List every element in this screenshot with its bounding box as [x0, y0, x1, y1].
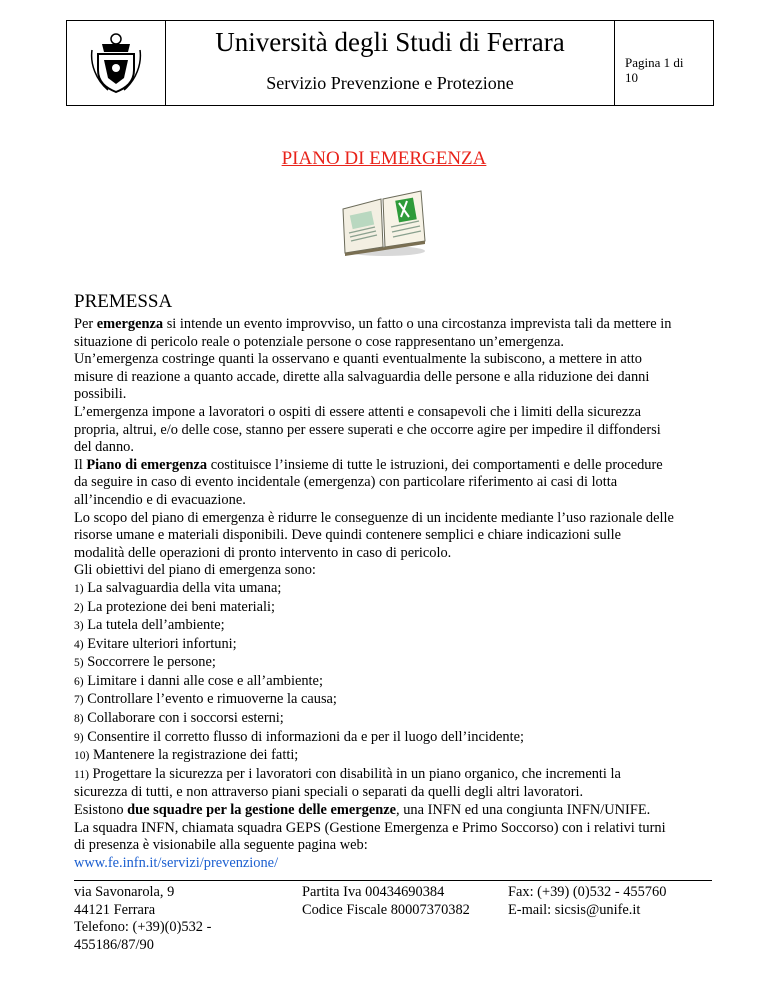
page-indicator-line2: 10 [625, 70, 638, 85]
paragraph: Lo scopo del piano di emergenza è ridurre le conseguenze di un incidente mediante l’uso razionale delle risorse umane e materiali disponibili. Deve quindi contenere semplici e chiare indicazioni sulle modalità delle operazioni di pronto intervento in caso di pericolo. [74, 509, 674, 561]
prevention-link[interactable]: www.fe.infn.it/servizi/prevenzione/ [74, 854, 279, 871]
objective-text: Controllare l’evento e rimuoverne la causa; [83, 691, 337, 708]
objective-item [74, 599, 674, 618]
footer-address: via Savonarola, 9 44121 Ferrara Telefono: (+39)(0)532 - 455186/87/90 [74, 884, 212, 953]
bold-term: Piano di emergenza [86, 456, 208, 473]
objectives-list [74, 580, 674, 802]
document-header [66, 20, 714, 106]
bold-term: due squadre per la gestione delle emergenze [127, 802, 397, 819]
paragraph: La squadra INFN, chiamata squadra GEPS (Gestione Emergenza e Primo Soccorso) con i relativi turni di presenza è visionabile alla seguente pagina web: [74, 819, 666, 854]
footer-tax-info: Partita Iva 00434690384 Codice Fiscale 80007370382 [302, 884, 470, 918]
objective-number: 2) [74, 601, 84, 614]
objective-item [74, 766, 674, 802]
objective-item [74, 617, 674, 636]
objective-number: 11) [74, 768, 89, 781]
footer-divider [74, 880, 712, 881]
header-title-cell [166, 21, 615, 105]
page-indicator [615, 21, 713, 105]
objective-text: Consentire il corretto flusso di informazioni da e per il luogo dell’incidente; [83, 728, 524, 745]
objective-item [74, 580, 674, 599]
objective-number: 7) [74, 694, 84, 707]
objective-number: 10) [74, 750, 90, 763]
objective-number: 3) [74, 620, 84, 633]
university-crest-icon [88, 30, 144, 96]
service-name: Servizio Prevenzione e Protezione [266, 73, 514, 93]
objective-text: Evitare ulteriori infortuni; [83, 635, 237, 652]
body-text [74, 316, 674, 872]
objective-text: Collaborare con i soccorsi esterni; [83, 710, 284, 727]
objective-item [74, 654, 674, 673]
objective-text: Mantenere la registrazione dei fatti; [89, 747, 299, 764]
university-name: Università degli Studi di Ferrara [215, 27, 565, 57]
objective-number: 1) [74, 582, 84, 595]
objective-text: La tutela dell’ambiente; [83, 617, 225, 634]
footer-contacts: Fax: (+39) (0)532 - 455760 E-mail: sicsis@unife.it [508, 884, 667, 918]
objective-item [74, 691, 674, 710]
objective-item [74, 710, 674, 729]
objective-number: 9) [74, 731, 84, 744]
objective-number: 5) [74, 657, 84, 670]
section-title: PREMESSA [74, 291, 173, 312]
objective-item [74, 636, 674, 655]
objective-text: Soccorrere le persone; [83, 654, 216, 671]
open-book-icon [335, 187, 433, 259]
objective-number: 4) [74, 638, 84, 651]
logo-cell [67, 21, 166, 105]
page-indicator-line1: Pagina 1 di [625, 55, 684, 70]
paragraph: Esistono due squadre per la gestione delle emergenze, una INFN ed una congiunta INFN/UNIFE. [74, 802, 651, 819]
paragraph: Per emergenza si intende un evento improvviso, un fatto o una circostanza imprevista tali da mettere in situazione di pericolo reale o potenziale persone o cose rappresentano un’emergenza. [74, 316, 672, 350]
paragraph: Gli obiettivi del piano di emergenza sono: [74, 562, 316, 579]
paragraph: L’emergenza impone a lavoratori o ospiti di essere attenti e consapevoli che i limiti della sicurezza propria, altrui, e/o delle cose, stanno per essere superati e che occorre agire per impedire il diffondersi del danno. [74, 403, 661, 456]
objective-text: Progettare la sicurezza per i lavoratori con disabilità in un piano organico, che incrementi la sicurezza di tutti, e non attraverso piani speciali o separati da quelli degli altri lavoratori. [74, 765, 621, 801]
objective-item [74, 673, 674, 692]
objective-text: Limitare i danni alle cose e all’ambiente; [83, 672, 323, 689]
objective-text: La protezione dei beni materiali; [83, 598, 275, 615]
objective-item [74, 729, 674, 748]
document-title: PIANO DI EMERGENZA [281, 148, 487, 169]
paragraph: Il Piano di emergenza costituisce l’insieme di tutte le istruzioni, dei comportamenti e delle procedure da seguire in caso di evento incidentale (emergenza) con particolare riferimento ai casi di lotta all’incendio e di evacuazione. [74, 456, 663, 508]
objective-text: La salvaguardia della vita umana; [83, 579, 282, 596]
bold-term: emergenza [96, 316, 164, 332]
objective-number: 6) [74, 675, 84, 688]
objective-item [74, 747, 674, 766]
objective-number: 8) [74, 713, 84, 726]
paragraph: Un’emergenza costringe quanti la osservano e quanti eventualmente la subiscono, a mettere in atto misure di reazione a quanto accade, dirette alla salvaguardia delle persone e alla riduzione dei danni possibili. [74, 351, 650, 403]
